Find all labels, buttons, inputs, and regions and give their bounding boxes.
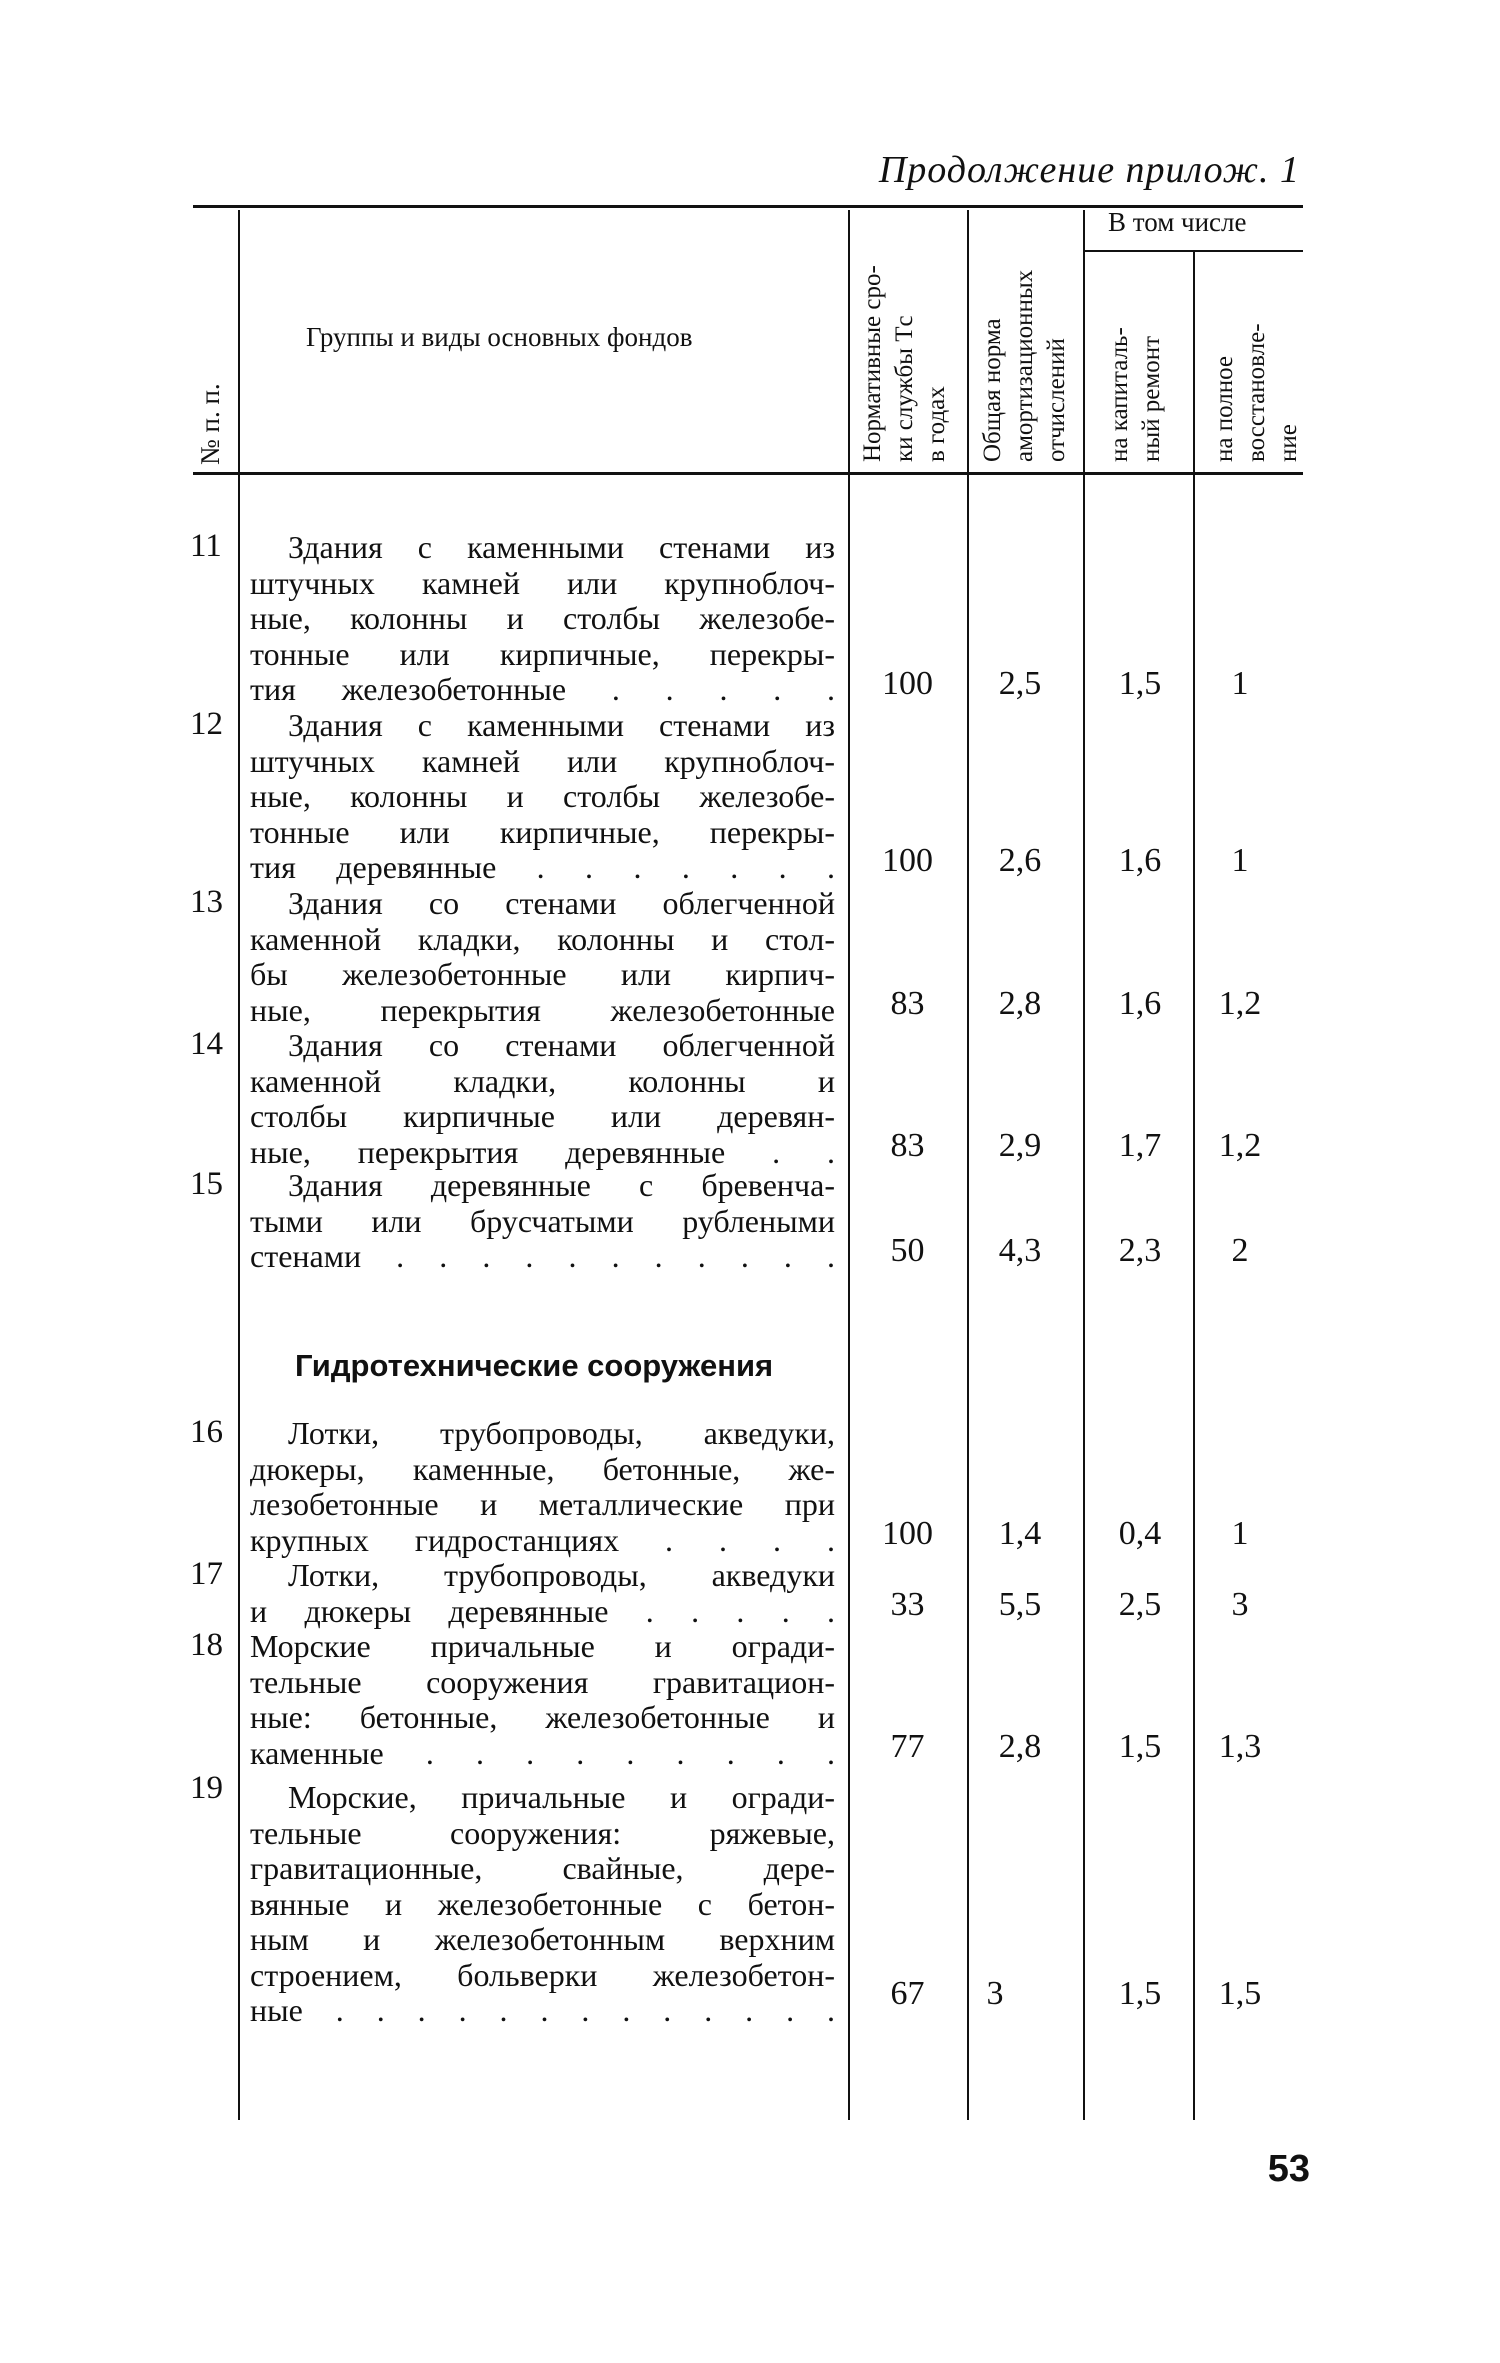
value-total: 3: [986, 1975, 1004, 2012]
value-restore: 1: [1231, 842, 1249, 879]
row-description: Здания со стенами облегченной каменной кладки, колонны и стол- бы железобетонные или кирпич- ные, перекрытия железобетонные: [250, 885, 835, 1028]
value-life: 83: [890, 1127, 925, 1164]
value-restore: 1,3: [1218, 1728, 1262, 1765]
header-life-2: ки службы Tс: [891, 315, 918, 462]
value-total: 2,8: [998, 1728, 1042, 1765]
col-divider-num: [238, 210, 240, 2120]
value-capital: 1,5: [1118, 665, 1162, 702]
row-description: Здания с каменными стенами из штучных камней или крупноблоч- ные, колонны и столбы железобе- тонные или кирпичные, перекры- тия железобетонные . . . . .: [250, 529, 835, 707]
value-life: 100: [882, 665, 933, 702]
value-total: 2,8: [998, 985, 1042, 1022]
row-number: 19: [190, 1770, 223, 1806]
row-description: Здания с каменными стенами из штучных камней или крупноблоч- ные, колонны и столбы железобе- тонные или кирпичные, перекры- тия деревянные . . . . . . .: [250, 707, 835, 885]
row-description: Лотки, трубопроводы, акведуки и дюкеры деревянные . . . . .: [250, 1557, 835, 1629]
value-restore: 2: [1231, 1232, 1249, 1269]
row-number: 15: [190, 1166, 223, 1202]
value-capital: 1,5: [1118, 1975, 1162, 2012]
col-divider-restore: [1193, 252, 1195, 2120]
value-total: 2,5: [998, 665, 1042, 702]
header-including: В том числе: [1108, 207, 1247, 237]
value-total: 1,4: [998, 1515, 1042, 1552]
row-number: 11: [190, 528, 222, 564]
section-title: Гидротехнические сооружения: [295, 1348, 774, 1383]
value-life: 33: [890, 1586, 925, 1623]
value-life: 50: [890, 1232, 925, 1269]
row-description: Морские, причальные и огради- тельные сооружения: ряжевые, гравитационные, свайные, дере- вянные и железобетонные с бетон- ным и железобетонным верхним строением, больверки железобетон- ные . . . . . . . . . . . . .: [250, 1779, 835, 2028]
value-capital: 1,6: [1118, 842, 1162, 879]
header-capital-1: на капиталь-: [1106, 327, 1133, 462]
value-life: 100: [882, 842, 933, 879]
value-life: 100: [882, 1515, 933, 1552]
header-life-3: в годах: [923, 386, 950, 462]
continuation-label: Продолжение прилож. 1: [878, 149, 1300, 191]
header-restore-3: ние: [1275, 424, 1302, 462]
value-life: 67: [890, 1975, 925, 2012]
row-number: 17: [190, 1556, 223, 1592]
col-divider-capital: [1083, 210, 1085, 2120]
header-bottom-border: [193, 472, 1303, 475]
row-number: 18: [190, 1627, 223, 1663]
value-restore: 1: [1231, 665, 1249, 702]
header-total-3: отчислений: [1043, 338, 1070, 462]
value-capital: 2,5: [1118, 1586, 1162, 1623]
value-restore: 1,2: [1218, 1127, 1262, 1164]
row-description: Лотки, трубопроводы, акведуки, дюкеры, каменные, бетонные, же- лезобетонные и металлические при крупных гидростанциях . . . .: [250, 1415, 835, 1558]
row-description: Здания со стенами облегченной каменной кладки, колонны и столбы кирпичные или деревян- ные, перекрытия деревянные . .: [250, 1027, 835, 1170]
value-total: 5,5: [998, 1586, 1042, 1623]
value-capital: 1,6: [1118, 985, 1162, 1022]
value-capital: 1,7: [1118, 1127, 1162, 1164]
header-total-1: Общая норма: [979, 318, 1006, 462]
value-capital: 0,4: [1118, 1515, 1162, 1552]
header-total-2: амортизационных: [1011, 269, 1038, 462]
value-total: 2,9: [998, 1127, 1042, 1164]
row-number: 16: [190, 1414, 223, 1450]
value-life: 83: [890, 985, 925, 1022]
value-restore: 1: [1231, 1515, 1249, 1552]
value-restore: 1,5: [1218, 1975, 1262, 2012]
row-description: Морские причальные и огради- тельные сооружения гравитацион- ные: бетонные, железобетонные и каменные . . . . . . . . .: [250, 1628, 835, 1771]
row-number: 13: [190, 884, 223, 920]
col-divider-life: [848, 210, 850, 2120]
value-capital: 2,3: [1118, 1232, 1162, 1269]
header-group: Группы и виды основных фондов: [306, 322, 693, 352]
value-restore: 1,2: [1218, 985, 1262, 1022]
value-life: 77: [890, 1728, 925, 1765]
header-restore-1: на полное: [1211, 355, 1238, 462]
value-capital: 1,5: [1118, 1728, 1162, 1765]
row-number: 12: [190, 706, 223, 742]
header-restore-2: восстановле-: [1243, 323, 1270, 462]
header-life-1: Нормативные сро-: [859, 265, 886, 462]
page-number: 53: [1267, 2148, 1310, 2190]
header-num: № п. п.: [195, 383, 225, 465]
value-restore: 3: [1231, 1586, 1249, 1623]
value-total: 4,3: [998, 1232, 1042, 1269]
value-total: 2,6: [998, 842, 1042, 879]
col-divider-total: [967, 210, 969, 2120]
header-capital-2: ный ремонт: [1138, 335, 1165, 462]
row-number: 14: [190, 1026, 223, 1062]
row-description: Здания деревянные с бревенча- тыми или брусчатыми рублеными стенами . . . . . . . . . . .: [250, 1167, 835, 1274]
